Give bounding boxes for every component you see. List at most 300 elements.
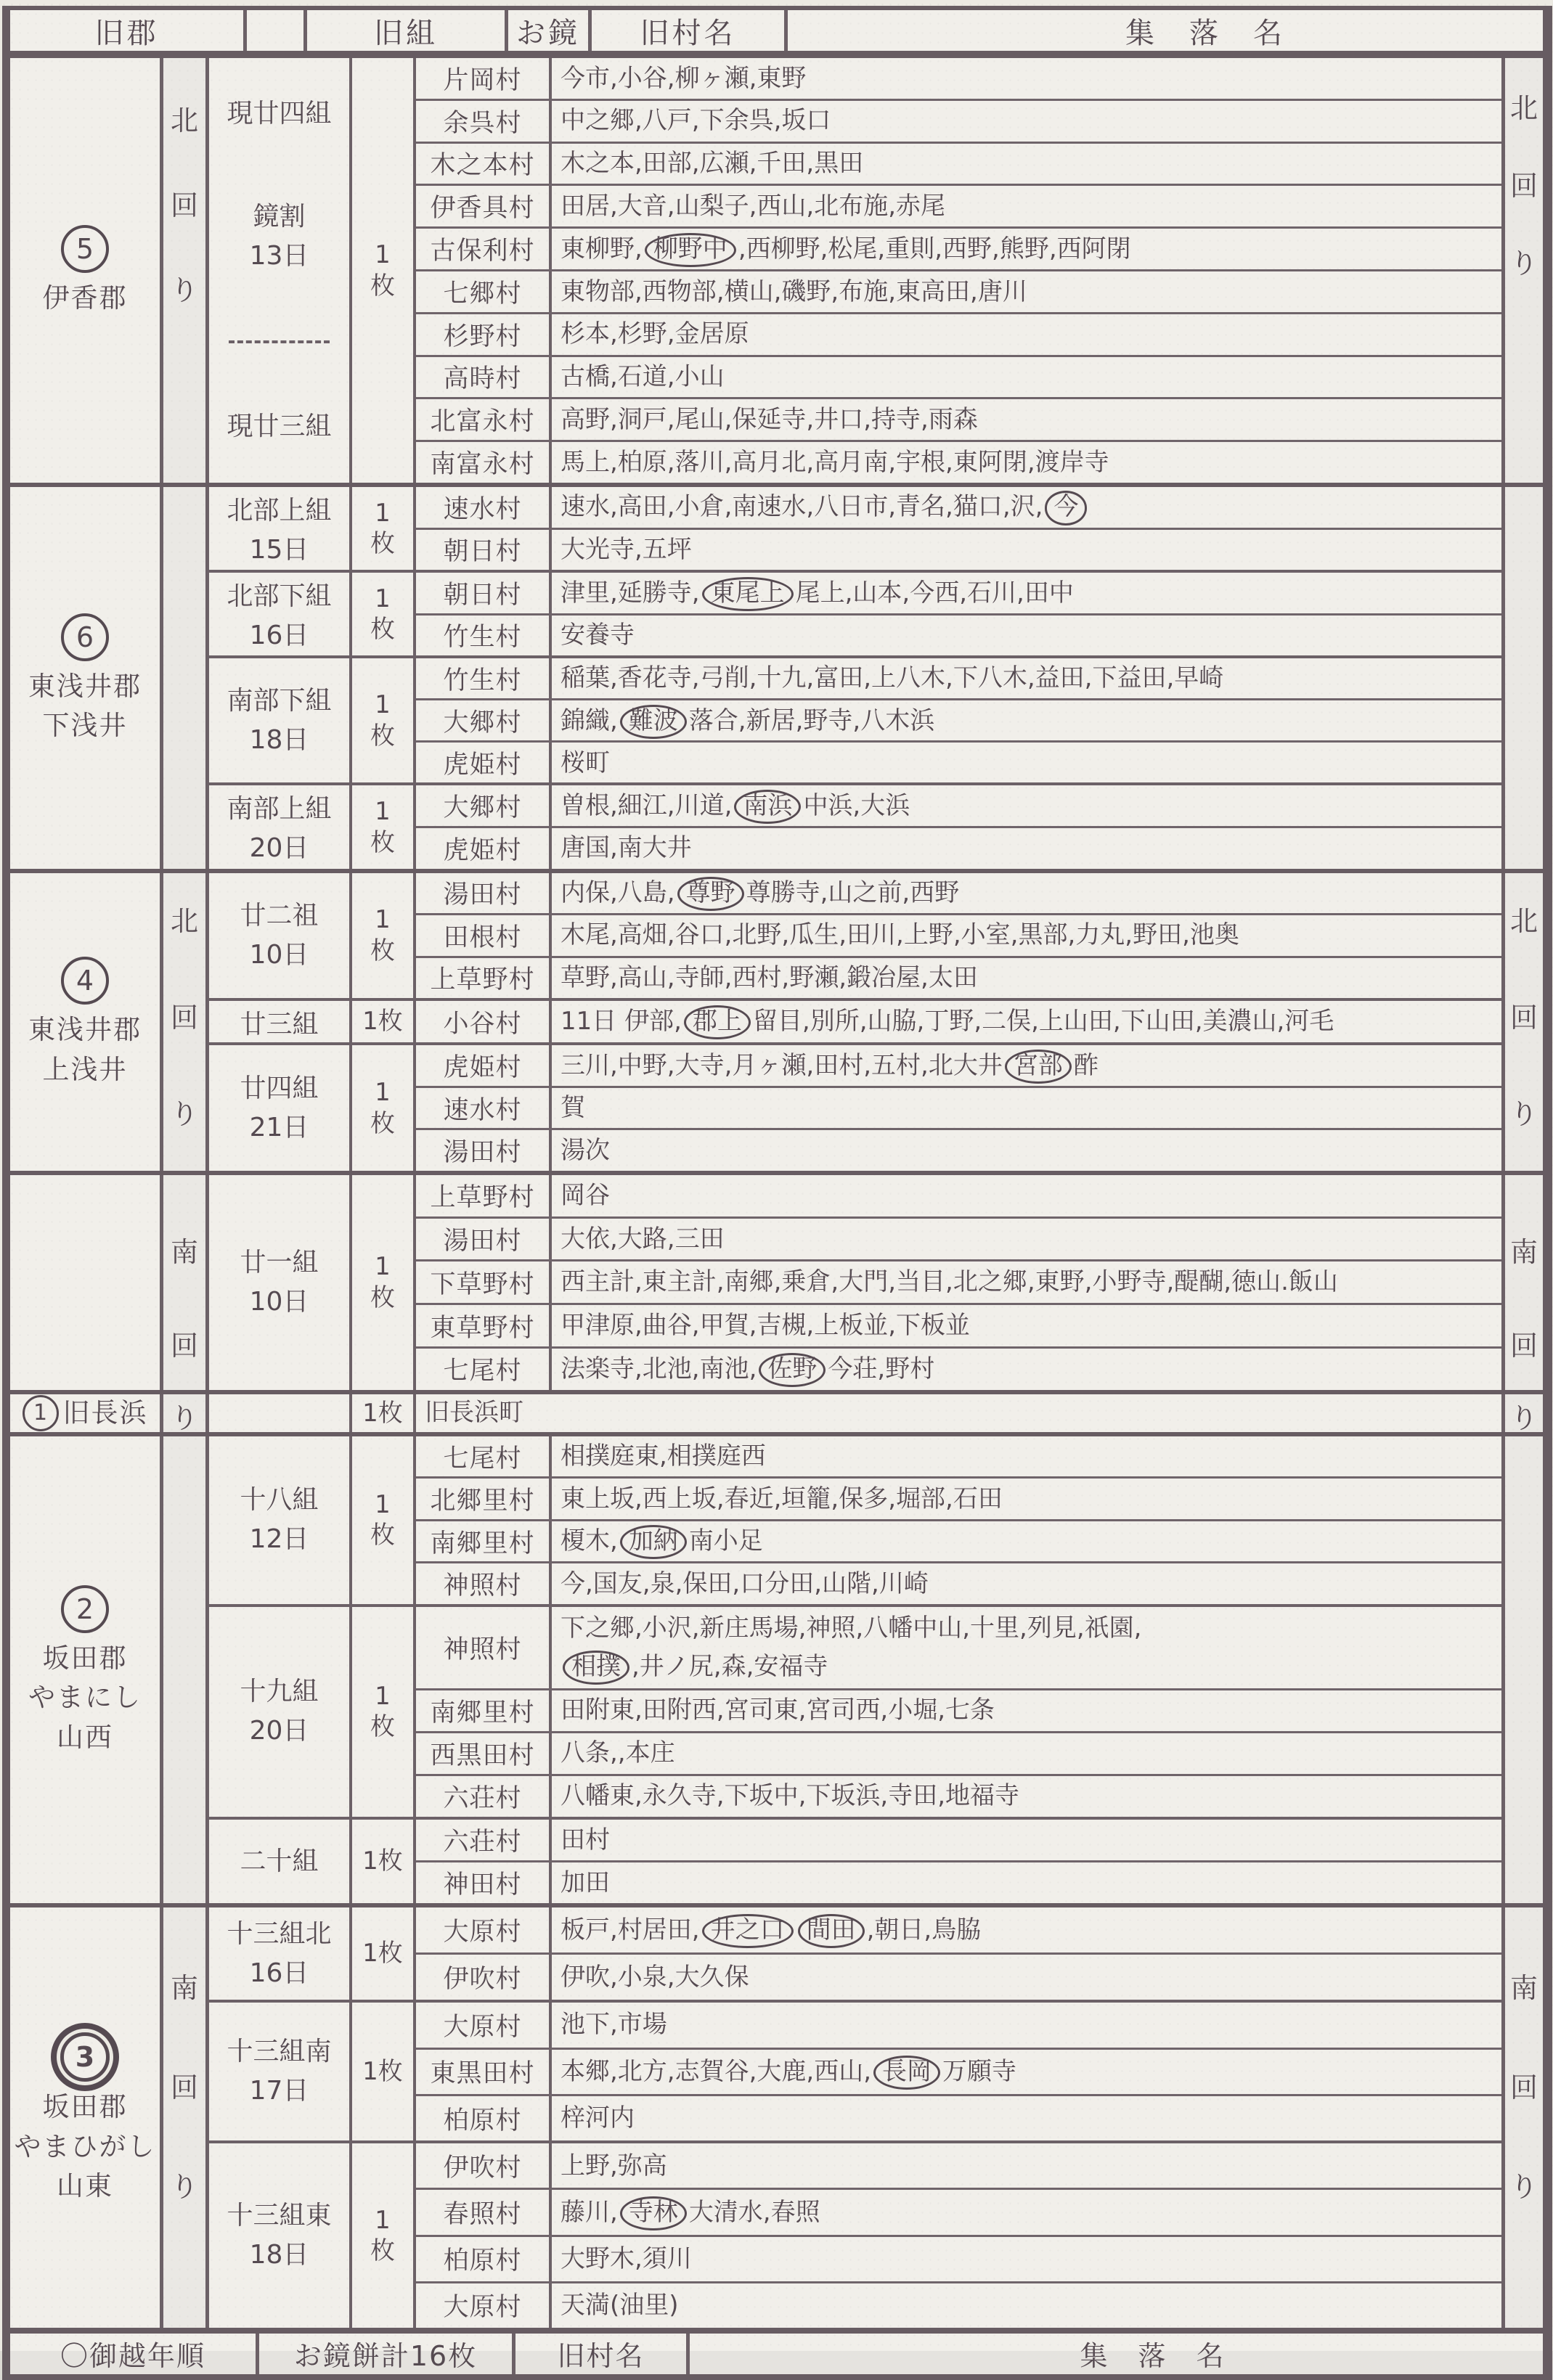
settlement-text — [561, 144, 863, 183]
settlement-list — [552, 144, 1501, 184]
settlement-list — [552, 828, 1501, 869]
mirror-count — [352, 2143, 416, 2328]
settlement-list — [552, 958, 1501, 998]
district-number-badge: 5 — [61, 225, 109, 273]
village-name: 伊香具村 — [416, 186, 552, 226]
table-row — [416, 2096, 1501, 2140]
settlement-list — [552, 1907, 1501, 1952]
settlement-names: 高野,洞戸,尾山,保延寺,井口,持寺,雨森 — [561, 404, 978, 434]
mirror-count-char: 枚 — [370, 615, 395, 645]
district-name: 旧長浜 — [62, 1396, 148, 1428]
group-label-block — [240, 1672, 318, 1751]
route-column-left — [163, 58, 209, 483]
settlement-text — [561, 443, 1109, 482]
district-section — [10, 1175, 1543, 1394]
village-name: 古保利村 — [416, 229, 552, 269]
settlement-text — [561, 744, 610, 782]
group-label-block — [227, 682, 331, 760]
village-rows — [416, 785, 1501, 868]
village-name: 片岡村 — [416, 58, 552, 99]
settlement-list — [552, 271, 1501, 312]
settlement-text — [561, 1437, 766, 1476]
settlement-names: 板戸,村居田, — [561, 1915, 700, 1945]
table-row — [416, 1907, 1501, 1955]
settlement-names: 木尾,高畑,谷口,北野,瓜生,田川,上野,小室,黒部,力丸,野田,池奥 — [561, 920, 1239, 950]
village-name: 下草野村 — [416, 1261, 552, 1303]
group-label — [209, 1001, 352, 1042]
group-row — [209, 785, 1501, 868]
settlement-list — [552, 1045, 1501, 1085]
mirror-count-text: 1枚 — [362, 1847, 403, 1876]
district-number-badge: 6 — [61, 613, 109, 661]
circled-settlement: 宮部 — [1005, 1050, 1072, 1084]
group-label — [209, 2143, 352, 2328]
settlement-names: 内保,八島, — [561, 878, 675, 907]
group-label — [209, 1907, 352, 2000]
village-name: 東黒田村 — [416, 2050, 552, 2094]
table-row — [416, 1175, 1501, 1219]
settlement-text — [561, 1522, 763, 1561]
table-row — [416, 1776, 1501, 1817]
village-name: 杉野村 — [416, 314, 552, 355]
table-row — [416, 399, 1501, 442]
table-row — [416, 2050, 1501, 2096]
group-label-line: 廿二祖 — [240, 900, 319, 931]
mirror-count-char: 枚 — [370, 1712, 395, 1742]
settlement-names: 古橋,石道,小山 — [561, 362, 725, 392]
village-name: 竹生村 — [416, 658, 552, 698]
settlement-list — [552, 1862, 1501, 1903]
district-section — [10, 58, 1543, 487]
district-name: 東浅井郡 — [28, 670, 142, 702]
dashed-divider — [229, 340, 330, 343]
village-name: 田根村 — [416, 915, 552, 955]
group-label-line: 十九組 — [240, 1677, 319, 1707]
village-name: 六荘村 — [416, 1820, 552, 1860]
district-section — [10, 1436, 1543, 1908]
settlement-text — [561, 1864, 610, 1902]
village-name: 大原村 — [416, 1907, 552, 1952]
table-frame — [2, 6, 1552, 2380]
table-row — [416, 873, 1501, 915]
settlement-list — [552, 101, 1501, 142]
settlement-names: 大清水,春照 — [688, 2197, 820, 2227]
settlement-names: 榎木, — [561, 1526, 618, 1556]
table-row — [416, 487, 1501, 530]
settlement-names: 八条,,本庄 — [561, 1738, 675, 1768]
district-name: 坂田郡 — [42, 1643, 128, 1674]
table-row — [416, 958, 1501, 998]
table-row — [416, 442, 1501, 483]
table-row — [416, 229, 1501, 271]
mirror-count-char: 枚 — [370, 1521, 395, 1550]
table-row — [416, 271, 1501, 314]
district-number-badge: 1 — [23, 1395, 59, 1431]
settlement-names: 東上坂,西上坂,春近,垣籠,保多,堀部,石田 — [561, 1484, 1003, 1513]
group-label-block — [227, 2196, 331, 2275]
table-row — [416, 1862, 1501, 1903]
settlement-names: 池下,市場 — [561, 2010, 667, 2040]
settlement-list — [552, 873, 1501, 913]
settlement-names: 津里,延勝寺, — [561, 578, 700, 608]
group-label — [209, 1436, 352, 1604]
route-char: り — [1509, 1097, 1538, 1130]
table-row — [416, 314, 1501, 357]
village-rows — [416, 573, 1501, 655]
village-rows — [416, 658, 1501, 782]
group-list — [209, 1436, 1501, 1904]
group-label-block — [240, 1069, 318, 1148]
settlement-list — [552, 530, 1501, 571]
settlement-names: 上野,弥高 — [561, 2151, 667, 2180]
group-label-line: 16日 — [249, 621, 309, 651]
group-label-block — [250, 197, 309, 276]
mirror-count — [352, 1394, 416, 1432]
settlement-list — [552, 357, 1501, 398]
settlement-names: ,西柳野,松尾,重則,西野,熊野,西阿閉 — [738, 234, 1131, 263]
village-name: 神照村 — [416, 1563, 552, 1604]
mirror-count-char: 1 — [375, 2205, 391, 2235]
settlement-names: 木之本,田部,広瀬,千田,黒田 — [561, 149, 864, 179]
group-list — [209, 1394, 1501, 1432]
route-column-right — [1501, 873, 1543, 1171]
village-name: 大原村 — [416, 2003, 552, 2047]
settlement-names: 梓河内 — [561, 2103, 635, 2133]
village-name: 大郷村 — [416, 785, 552, 826]
group-label — [209, 785, 352, 868]
group-label-line: 20日 — [249, 1716, 309, 1746]
settlement-names: 三川,中野,大寺,月ヶ瀬,田村,五村,北大井 — [561, 1050, 1003, 1080]
village-name: 虎姫村 — [416, 1045, 552, 1085]
group-list — [209, 1907, 1501, 2328]
district-name: 上浅井 — [42, 1053, 128, 1085]
group-row — [209, 58, 1501, 483]
settlement-names: 湯次 — [561, 1135, 610, 1165]
settlement-text — [561, 702, 934, 740]
route-char: 回 — [170, 1329, 198, 1362]
settlement-list — [552, 186, 1501, 226]
settlement-list — [552, 573, 1501, 613]
settlement-list — [552, 2190, 1501, 2234]
village-name: 伊吹村 — [416, 1955, 552, 2000]
group-label — [209, 487, 352, 570]
group-label-line: 十三組北 — [227, 1918, 332, 1949]
group-row — [209, 1607, 1501, 1820]
district-cell — [10, 58, 163, 483]
settlement-list — [552, 399, 1501, 440]
settlement-list — [552, 2096, 1501, 2140]
group-label-block — [227, 577, 331, 655]
settlement-text — [425, 1394, 523, 1432]
village-name: 湯田村 — [416, 1219, 552, 1260]
district-cell — [10, 1436, 163, 1904]
district-section — [10, 1907, 1543, 2328]
table-row — [416, 1349, 1501, 1390]
settlement-text — [561, 1911, 981, 1950]
settlement-text — [561, 787, 910, 825]
village-name: 朝日村 — [416, 573, 552, 613]
table-row — [416, 1305, 1501, 1349]
settlement-text — [561, 273, 1027, 311]
group-label-line: 18日 — [249, 724, 309, 755]
mirror-count-char: 1 — [375, 1252, 391, 1282]
group-label-line: 南部下組 — [227, 685, 332, 716]
settlement-names: 安養寺 — [561, 621, 635, 650]
settlement-names: 草野,高山,寺師,西村,野瀬,鍛冶屋,太田 — [561, 962, 978, 992]
settlement-names: 万願寺 — [942, 2056, 1017, 2086]
settlement-text — [561, 60, 806, 98]
settlement-names: 相撲庭東,相撲庭西 — [561, 1442, 766, 1471]
settlement-names: 尾上,山本,今西,石川,田中 — [795, 578, 1074, 608]
table-row — [416, 101, 1501, 144]
route-char: 回 — [1509, 2072, 1538, 2104]
settlement-list — [552, 743, 1501, 782]
route-column-left — [163, 873, 209, 1171]
settlement-list — [552, 1305, 1501, 1346]
village-name: 虎姫村 — [416, 828, 552, 869]
group-label-line: 現廿四組 — [227, 99, 332, 129]
group-row — [209, 873, 1501, 1001]
route-char: り — [170, 274, 198, 306]
mirror-count — [352, 2003, 416, 2140]
settlement-list — [552, 1175, 1501, 1216]
table-header — [10, 10, 1543, 58]
village-name: 湯田村 — [416, 1130, 552, 1170]
settlement-list — [552, 1436, 1501, 1477]
table-row — [416, 616, 1501, 656]
settlement-list — [552, 442, 1501, 483]
group-label-block — [227, 407, 331, 446]
settlement-list — [552, 1479, 1501, 1519]
village-rows — [416, 1607, 1501, 1817]
settlement-names: 旧長浜町 — [425, 1398, 523, 1428]
village-name: 神照村 — [416, 1607, 552, 1688]
route-char: り — [170, 1402, 198, 1434]
group-label-line: 廿四組 — [240, 1073, 319, 1103]
group-label — [209, 1175, 352, 1390]
district-name: やまひがし — [14, 2130, 156, 2162]
settlement-list — [552, 1219, 1501, 1260]
village-rows — [416, 1820, 1501, 1904]
table-row — [416, 785, 1501, 828]
route-char: り — [170, 1097, 198, 1130]
village-name: 竹生村 — [416, 616, 552, 656]
group-label-line: 北部下組 — [227, 581, 332, 612]
village-name: 南郷里村 — [416, 1690, 552, 1731]
settlement-text — [561, 1263, 1338, 1301]
group-label-block — [227, 1915, 331, 1993]
settlement-text — [561, 2147, 667, 2185]
mirror-count — [352, 487, 416, 570]
table-row — [416, 1820, 1501, 1862]
header-old-group: 旧組 — [307, 10, 508, 51]
group-label-line: 鏡割 — [253, 202, 306, 232]
district-number-badge: 3 — [60, 2032, 110, 2082]
village-name: 大原村 — [416, 2283, 552, 2328]
route-char: 北 — [1509, 92, 1538, 124]
settlement-text — [561, 659, 1223, 698]
route-column-left — [163, 1436, 209, 1904]
settlement-names: 東物部,西物部,横山,磯野,布施,東高田,唐川 — [561, 277, 1027, 306]
mirror-count-char: 枚 — [370, 2236, 395, 2266]
table-row — [416, 144, 1501, 187]
route-column-right — [1501, 1175, 1543, 1390]
group-row — [209, 658, 1501, 785]
settlement-text — [561, 1177, 610, 1215]
group-label — [209, 873, 352, 998]
route-column-right — [1501, 1907, 1543, 2328]
header-settlement-name — [788, 10, 1543, 51]
route-char: 回 — [170, 189, 198, 221]
mirror-count-text: 1枚 — [362, 1939, 403, 1968]
group-label-block — [240, 896, 318, 975]
village-name: 湯田村 — [416, 873, 552, 913]
district-name: やまにし — [28, 1682, 142, 1714]
settlement-list — [552, 1690, 1501, 1731]
village-name: 柏原村 — [416, 2237, 552, 2281]
mirror-count-text: 1枚 — [362, 1007, 403, 1036]
district-cell — [10, 873, 163, 1171]
circled-settlement: 長岡 — [873, 2056, 940, 2090]
table-row — [416, 1479, 1501, 1521]
settlement-names: 伊吹,小泉,大久保 — [561, 1962, 749, 1992]
village-rows — [416, 1394, 1501, 1432]
route-char: 北 — [170, 105, 198, 136]
header-settlement-label: 集 落 名 — [1125, 16, 1285, 50]
group-label-line: 15日 — [249, 535, 309, 565]
group-row — [209, 2003, 1501, 2143]
route-char: 北 — [1509, 904, 1538, 937]
header-old-village: 旧村名 — [592, 10, 788, 51]
settlement-list — [552, 2283, 1501, 2328]
district-section — [10, 873, 1543, 1175]
table-row — [416, 1521, 1501, 1564]
table-row — [416, 1607, 1501, 1690]
settlement-text — [561, 1220, 725, 1259]
village-name: 上草野村 — [416, 1175, 552, 1216]
district-number-badge: 4 — [61, 957, 109, 1005]
group-label-line: 十八組 — [240, 1485, 319, 1516]
settlement-names: 南小足 — [688, 1526, 763, 1556]
group-label-line: 21日 — [249, 1112, 309, 1142]
settlement-text — [561, 916, 1239, 954]
village-name: 小谷村 — [416, 1001, 552, 1042]
village-name: 春照村 — [416, 2190, 552, 2234]
route-char: り — [1509, 1402, 1538, 1434]
mirror-count — [352, 1175, 416, 1390]
table-row — [416, 58, 1501, 101]
settlement-list — [552, 1261, 1501, 1303]
route-char: 南 — [1509, 1235, 1538, 1268]
village-name: 柏原村 — [416, 2096, 552, 2140]
route-column-left — [163, 1394, 209, 1432]
header-route-column — [247, 10, 307, 51]
group-label-line: 南部上組 — [227, 794, 332, 825]
group-label — [209, 1820, 352, 1904]
village-name: 朝日村 — [416, 530, 552, 571]
settlement-names: 唐国,南大井 — [561, 833, 692, 863]
settlement-names: 今荘,野村 — [828, 1354, 935, 1384]
mirror-count — [352, 1607, 416, 1817]
group-row — [209, 2143, 1501, 2328]
route-char: 南 — [1509, 1972, 1538, 2005]
settlement-text — [561, 187, 945, 226]
mirror-count-char: 1 — [375, 797, 391, 827]
table-row — [416, 1563, 1501, 1604]
district-cell — [10, 1394, 163, 1432]
table-row — [416, 743, 1501, 782]
circled-settlement: 寺林 — [620, 2196, 687, 2230]
circled-settlement: 郡上 — [684, 1005, 751, 1039]
mirror-count — [352, 1436, 416, 1604]
table-row — [416, 2190, 1501, 2236]
settlement-text — [561, 2053, 1016, 2091]
settlement-text — [561, 230, 1131, 269]
mirror-count-char: 1 — [375, 1681, 391, 1711]
settlement-text — [561, 574, 1074, 613]
header-mirror: お鏡 — [508, 10, 592, 51]
settlement-text — [561, 1691, 995, 1730]
route-column-right — [1501, 58, 1543, 483]
mirror-count-char: 枚 — [370, 721, 395, 751]
settlement-list — [552, 58, 1501, 99]
settlement-text — [561, 1609, 1141, 1685]
table-row — [416, 1045, 1501, 1087]
settlement-text — [561, 1306, 970, 1345]
group-label-line: 17日 — [249, 2076, 309, 2106]
settlement-text — [561, 531, 692, 569]
group-label-block — [240, 1842, 318, 1881]
settlement-names: 加田 — [561, 1868, 610, 1897]
village-rows — [416, 1907, 1501, 2000]
village-name: 西黒田村 — [416, 1733, 552, 1774]
table-row — [416, 573, 1501, 616]
settlement-list — [552, 314, 1501, 355]
settlement-list — [552, 658, 1501, 698]
circled-settlement: 尊野 — [677, 877, 744, 911]
settlement-names: 賀 — [561, 1093, 585, 1123]
route-column-left — [163, 487, 209, 869]
table-row — [416, 1261, 1501, 1305]
group-label-line: 10日 — [249, 939, 309, 970]
table-row — [416, 700, 1501, 743]
settlement-text — [561, 1089, 585, 1127]
village-rows — [416, 58, 1501, 483]
village-name: 南郷里村 — [416, 1521, 552, 1562]
settlement-text — [561, 1565, 929, 1603]
settlement-list — [552, 2050, 1501, 2094]
village-name: 伊吹村 — [416, 2143, 552, 2188]
route-char: 南 — [170, 1235, 198, 1268]
group-row — [209, 1175, 1501, 1390]
table-row — [416, 1733, 1501, 1776]
settlement-list — [552, 229, 1501, 269]
table-row — [416, 915, 1501, 957]
settlement-list — [552, 1001, 1501, 1042]
group-label-line: 18日 — [249, 2240, 309, 2270]
footer-old-village-label: 旧村名 — [515, 2334, 690, 2374]
route-column-left — [163, 1175, 209, 1390]
table-row — [416, 1394, 1501, 1432]
table-row — [416, 186, 1501, 229]
group-list — [209, 487, 1501, 869]
settlement-text — [561, 1002, 1334, 1041]
district-cell — [10, 1175, 163, 1390]
village-name: 木之本村 — [416, 144, 552, 184]
group-label-line: 廿三組 — [240, 1009, 319, 1039]
district-name: 坂田郡 — [42, 2091, 128, 2123]
group-row — [209, 487, 1501, 573]
